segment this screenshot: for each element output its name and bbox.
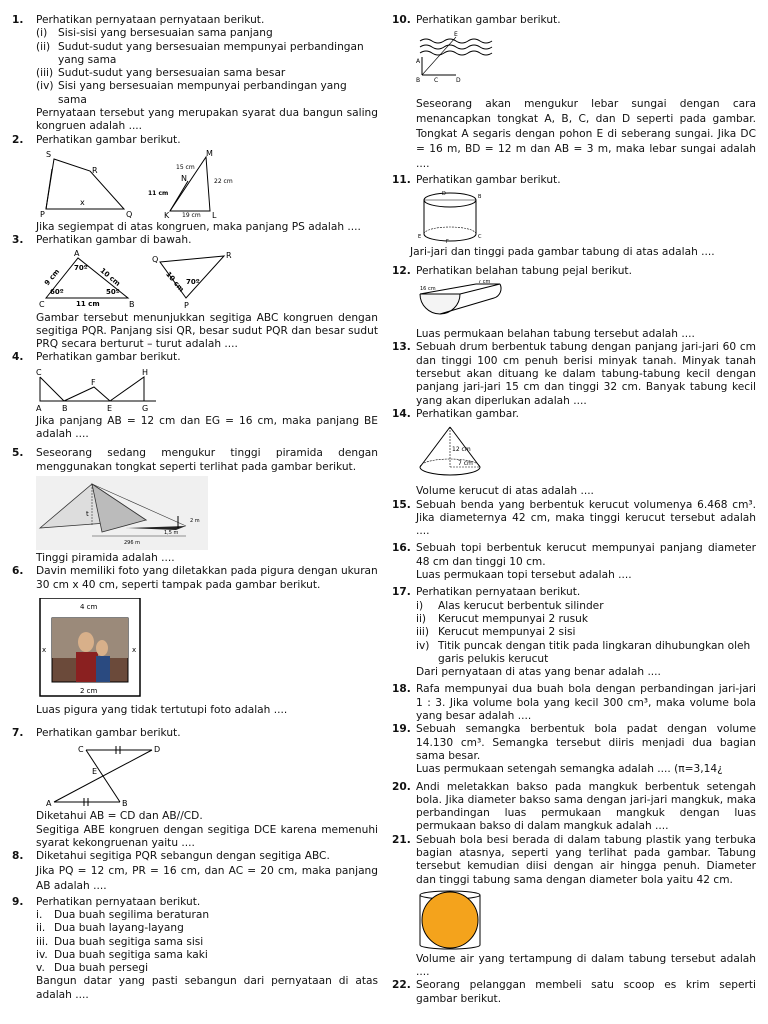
question-number: 6. [12,565,24,578]
vertex-label: Q [152,254,159,264]
question-12 [392,265,756,342]
question-title: Diketahui segitiga PQR sebangun dengan segitiga ABC. [36,850,330,863]
vertex-label: S [46,149,52,159]
question-2 [12,134,378,235]
crossed-lines-figure [36,742,166,808]
length-label: 2 cm [80,686,98,695]
length-label: 12 cm [452,446,471,454]
question-text: Jika segiempat di atas kongruen, maka panjang PS adalah .... [36,220,361,233]
statement-item: iii) Kerucut mempunyai 2 sisi [416,626,576,639]
question-text: Bangun datar yang pasti sebangun dari pernyataan di atas adalah .... [36,975,378,1001]
vertex-label: B [478,193,482,200]
question-text: Sebuah topi berbentuk kerucut mempunyai panjang diameter 48 cm dan tinggi 10 cm. [416,542,756,568]
statement-item: (iv) Sisi yang bersesuaian mempunyai perbandingan yang sama [36,80,347,106]
question-22 [392,979,756,1006]
vertex-label: C [39,299,45,309]
question-9 [12,896,378,1002]
river-figure [416,29,496,83]
question-text: Jari-jari dan tinggi pada gambar tabung di atas adalah .... [410,245,715,258]
statement-item: iv. Dua buah segitiga sama kaki [36,948,208,961]
statement-item: (iii) Sudut-sudut yang bersesuaian sama besar [36,67,286,80]
question-number: 11. [392,174,411,187]
question-text: Seorang pelanggan membeli satu scoop es krim seperti gambar berikut. [416,979,756,1005]
question-title: Perhatikan belahan tabung pejal berikut. [416,264,632,277]
question-title: Perhatikan gambar berikut. [416,14,561,26]
vertex-label: C [434,77,439,84]
question-title: Seseorang sedang mengukur tinggi piramida dengan menggunakan tongkat seperti terlihat pada gambar berikut. [36,447,378,473]
question-number: 5. [12,447,24,460]
angle-label: x [80,197,85,207]
vertex-label: G [142,403,149,413]
question-number: 2. [12,133,24,146]
vertex-label: A [416,58,421,66]
question-number: 18. [392,683,411,696]
length-label: 4 cm [80,602,98,611]
question-number: 19. [392,723,411,736]
vertex-label: B [62,403,68,413]
question-text: Luas permukaan setengah semangka adalah .... (π=3,14¿ [416,763,723,776]
vertex-label: P [40,209,45,219]
vertex-label: A [46,799,52,809]
question-3 [12,234,378,351]
question-title: Perhatikan gambar. [416,407,520,420]
question-number: 10. [392,14,411,26]
question-1 [12,14,378,134]
vertex-label: Q [126,209,133,219]
question-text: Sebuah semangka berbentuk bola padat dengan volume 14.130 cm³. Semangka tersebut diiris menjadi dua bagian sama besar. [416,723,756,762]
question-text: Tinggi piramida adalah .... [36,551,175,564]
length-label: 19 cm [182,211,201,219]
length-label: 10 cm [98,266,122,288]
question-text: Seseorang akan mengukur lebar sungai dengan cara menancapkan tongkat A, B, C, dan D seperti pada gambar. Tongkat A segaris dengan pohon E di seberang sungai. Jika DC = 16 m, BD = 12 m dan AB = 3 m, maka lebar sungai adalah .... [416,98,756,171]
question-text: Pernyataan tersebut yang merupakan syarat dua bangun saling kongruen adalah .... [36,107,378,133]
question-text: Jika panjang AB = 12 cm dan EG = 16 cm, maka panjang BE adalah .... [36,414,378,441]
question-text: Sebuah drum berbentuk tabung dengan panjang jari-jari 60 cm dan tinggi 100 cm penuh berisi minyak tanah. Minyak tanah tersebut akan dituang ke dalam tabung-tabung kecil dengan panjang jari-jari 15 cm dan tinggi 32 cm. Banyak tabung kecil yang akan diperlukan adalah .... [416,341,756,407]
angle-label: 70º [74,263,88,272]
vertex-label: P [184,300,189,310]
photo-frame-figure [36,598,146,698]
question-number: 13. [392,341,411,354]
question-text: Jika PQ = 12 cm, PR = 16 cm, dan AC = 20 cm, maka panjang AB adalah .... [36,864,378,892]
statement-item: iii. Dua buah segitiga sama sisi [36,935,204,948]
vertex-label: L [212,210,217,219]
question-text: Segitiga ABE kongruen dengan segitiga DCE karena memenuhi syarat kekongruenan yaitu .... [36,823,378,850]
statement-item: iv) Titik puncak dengan titik pada lingkaran dihubungkan oleh garis pelukis kerucut [416,639,751,665]
length-label: 11 cm [76,299,100,308]
question-title: Perhatikan pernyataan pernyataan berikut. [36,14,265,26]
question-19 [392,723,756,776]
vertex-label: M [206,148,213,158]
question-number: 1. [12,14,24,26]
question-5 [12,447,378,565]
question-8 [12,850,378,893]
question-4 [12,351,378,441]
question-13 [392,341,756,407]
zigzag-triangles-figure [36,367,166,413]
length-label: x [42,645,47,654]
triangles-figure [36,250,246,310]
question-number: 12. [392,264,411,277]
question-text: Luas pigura yang tidak tertutupi foto adalah .... [36,703,288,716]
statement-item: i. Dua buah segilima beraturan [36,908,210,921]
vertex-label: C [478,233,482,240]
quadrilateral-figure [36,149,266,219]
right-column [392,14,756,1006]
question-text: Gambar tersebut menunjukkan segitiga ABC kongruen dengan segitiga PQR. Panjang sisi QR, besar sudut PQR dan besar sudut PRQ secara berturut – turut adalah .... [36,311,378,351]
question-text: Luas permukaan belahan tabung tersebut adalah .... [416,328,695,341]
question-number: 3. [12,234,24,247]
question-number: 8. [12,850,24,863]
question-text: Sebuah bola besi berada di dalam tabung plastik yang terbuka bagian atasnya, seperti yang terlihat pada gambar. Tabung tersebut kemudian diisi dengan air hingga penuh. Diameter dan tinggi tabung sama dengan diameter bola yaitu 42 cm. [416,833,756,886]
cone-figure [416,423,506,481]
length-label: 7 cm [458,460,473,468]
vertex-label: D [456,77,461,84]
question-title: Perhatikan pernyataan berikut. [36,895,201,908]
statement-item: i) Alas kerucut berbentuk silinder [416,599,604,612]
length-label: x [132,645,137,654]
given-text: Diketahui AB = CD dan AB//CD. [36,810,203,823]
question-11 [392,174,756,259]
question-number: 20. [392,780,411,793]
angle-label: 70º [186,277,200,286]
length-label: 15 cm [176,163,195,171]
ball-in-tube-figure [416,889,486,951]
question-20 [392,781,756,834]
question-number: 4. [12,351,24,364]
length-label: 22 cm [214,177,233,185]
length-label: 9 cm [43,267,62,287]
vertex-label: N [181,173,187,183]
statement-item: v. Dua buah persegi [36,962,149,975]
question-title: Davin memiliki foto yang diletakkan pada pigura dengan ukuran 30 cm x 40 cm, seperti tampak pada gambar berikut. [36,565,378,591]
cylinder-figure [416,190,496,244]
question-number: 7. [12,727,24,740]
question-number: 14. [392,407,411,420]
question-title: Perhatikan gambar berikut. [36,351,181,364]
half-cylinder-figure [416,280,506,324]
angle-label: 60º [50,287,64,296]
vertex-label: D [154,745,161,755]
length-label: 296 m [124,539,141,546]
statement-item: (ii) Sudut-sudut yang bersesuaian mempunyai perbandingan yang sama [36,40,364,66]
vertex-label: C [36,367,42,377]
length-label: 1,5 m [164,529,179,536]
vertex-label: B [416,77,421,84]
vertex-label: E [418,233,422,240]
vertex-label: R [92,165,98,175]
question-text: Rafa mempunyai dua buah bola dengan perbandingan jari-jari 1 : 3. Jika volume bola yang kecil 300 cm³, maka volume bola yang besar adalah .... [416,683,756,723]
statement-item: ii) Kerucut mempunyai 2 rusuk [416,612,588,625]
question-18 [392,683,756,723]
question-text: Volume air yang tertampung di dalam tabung tersebut adalah .... [416,952,756,979]
height-label: t [86,509,89,518]
question-number: 17. [392,586,411,599]
left-column [12,14,378,1002]
length-label: 10 cm [164,269,186,294]
question-title: Perhatikan pernyataan berikut. [416,586,581,599]
length-label: 11 cm [148,189,169,197]
question-number: 15. [392,498,411,511]
angle-label: 50º [106,287,120,296]
question-6 [12,565,378,717]
question-title: Perhatikan gambar berikut. [36,727,181,740]
vertex-label: H [142,367,149,377]
vertex-label: F [446,238,449,244]
vertex-label: K [164,210,170,219]
question-number: 21. [392,833,411,846]
question-text: Volume kerucut di atas adalah .... [416,485,594,498]
vertex-label: F [91,377,96,387]
vertex-label: B [122,799,128,809]
question-17 [392,586,756,679]
question-title: Perhatikan gambar berikut. [36,133,181,146]
vertex-label: B [129,299,135,309]
length-label: 7 cm [478,280,491,286]
vertex-label: E [92,767,98,777]
question-text: Dari pernyataan di atas yang benar adalah .... [416,666,661,679]
question-14 [392,408,756,499]
question-text: Luas permukaan topi tersebut adalah .... [416,569,632,582]
question-16 [392,542,756,582]
vertex-label: R [226,250,232,260]
vertex-label: E [107,403,113,413]
question-21 [392,834,756,980]
question-number: 16. [392,542,411,555]
question-number: 9. [12,895,24,908]
vertex-label: A [36,403,42,413]
question-title: Perhatikan gambar berikut. [416,174,561,187]
question-number: 22. [392,979,411,992]
length-label: 16 cm [420,286,436,293]
question-title: Perhatikan gambar di bawah. [36,234,192,247]
question-10 [392,14,756,172]
question-text: Sebuah benda yang berbentuk kerucut volumenya 6.468 cm³. Jika diameternya 42 cm, maka tinggi kerucut tersebut adalah .... [416,498,756,538]
statement-item: ii. Dua buah layang-layang [36,922,184,935]
question-text: Andi meletakkan bakso pada mangkuk berbentuk setengah bola. Jika diameter bakso sama dengan jari-jari mangkuk, maka perbandingan luas permukaan mangkuk dengan luas permukaan bakso di dalam mangkuk adalah .... [416,780,756,833]
pyramid-figure [36,476,208,550]
vertex-label: C [78,745,84,755]
question-7 [12,727,378,850]
question-15 [392,499,756,539]
vertex-label: A [74,249,80,258]
vertex-label: D [442,190,446,197]
vertex-label: E [454,31,458,39]
statement-item: (i) Sisi-sisi yang bersesuaian sama panjang [36,27,273,40]
length-label: 2 m [190,517,200,524]
